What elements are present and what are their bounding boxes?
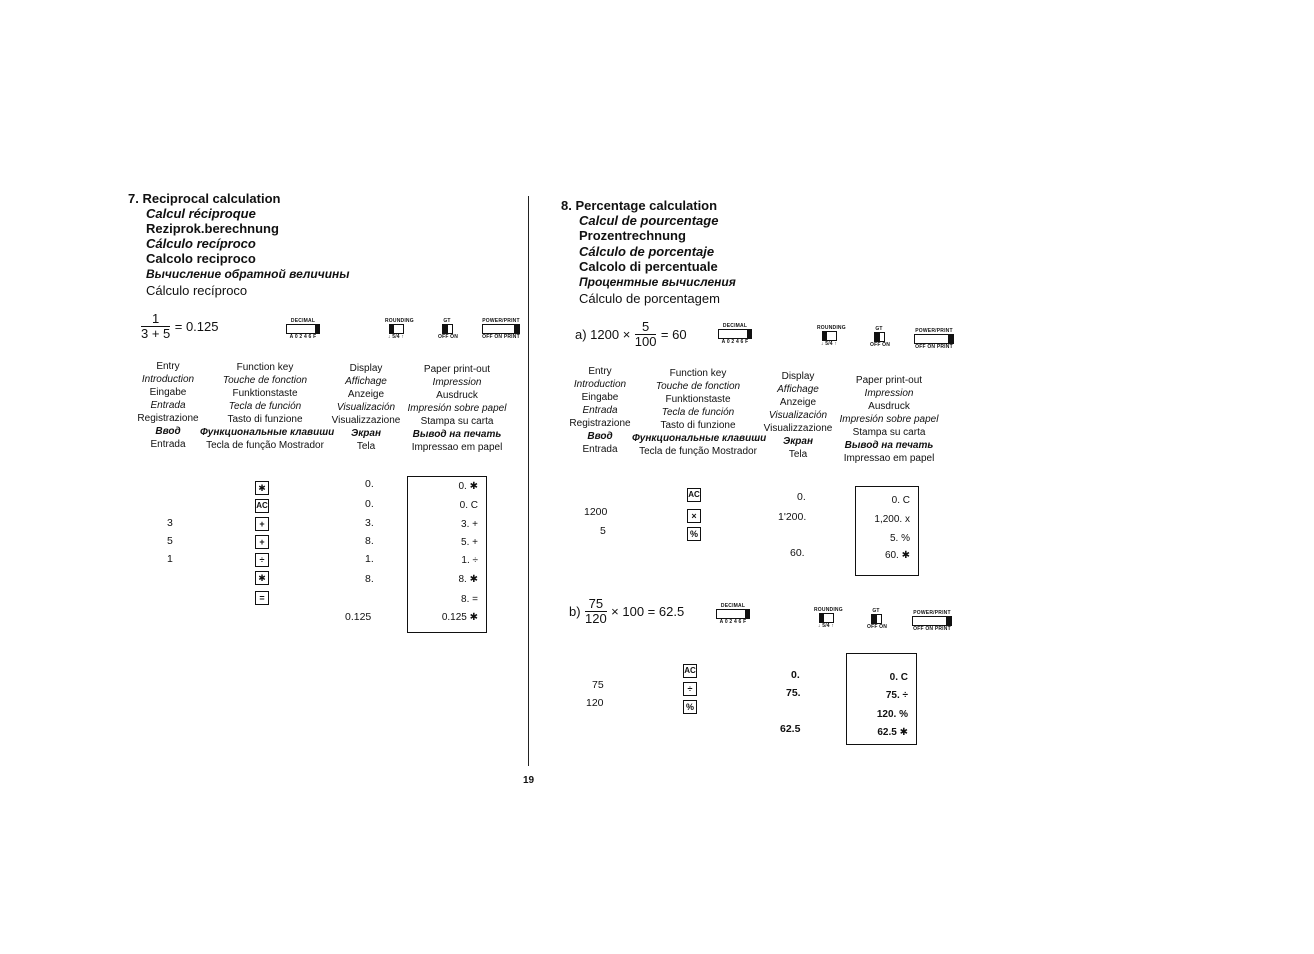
all-clear-key-icon: AC <box>683 664 697 678</box>
percent-key-icon: % <box>687 527 701 541</box>
paper-printout <box>846 653 917 745</box>
gt-switch-icon <box>867 608 888 630</box>
hdr-es: Visualización <box>768 410 828 421</box>
formula-numerator: 1 <box>141 312 170 327</box>
display-value: 8. <box>365 535 374 547</box>
hdr-en: Paper print-out <box>423 364 491 375</box>
hdr-de: Eingabe <box>581 392 619 403</box>
display-value: 0. <box>791 669 800 681</box>
hdr-de: Funktionstaste <box>665 394 731 405</box>
hdr-it: Visualizzazione <box>763 423 833 434</box>
rounding-label: ROUNDING <box>385 318 414 324</box>
display-value: 60. <box>790 547 805 559</box>
paper-line: 0. C <box>459 500 478 511</box>
gt-label: GT <box>875 326 883 332</box>
sec8-col-display <box>758 370 838 461</box>
rounding-switch-icon <box>385 318 414 340</box>
formula-a-numerator: 5 <box>635 320 657 335</box>
formula-a-prefix: a) 1200 × <box>575 327 631 342</box>
hdr-pt: Impressao em papel <box>411 442 503 453</box>
divide-key-icon: ÷ <box>683 682 697 696</box>
hdr-en: Function key <box>669 368 727 379</box>
paper-line: 0. C <box>889 672 908 683</box>
multiply-key-icon: × <box>687 509 701 523</box>
rounding-switch-icon <box>817 325 846 347</box>
rounding-switch-icon <box>814 607 843 629</box>
sec8-title-fr: Calcul de pourcentage <box>579 213 719 228</box>
sec8-title-pt: Cálculo de porcentagem <box>579 291 720 306</box>
power-switch-icon <box>914 328 954 350</box>
decimal-label: DECIMAL <box>722 323 748 329</box>
sec8-col-entry <box>560 365 640 456</box>
rounding-label: ROUNDING <box>814 607 843 613</box>
sec8-title-de: Prozentrechnung <box>579 228 686 243</box>
power-label: POWER/PRINT <box>482 318 520 324</box>
hdr-it: Visualizzazione <box>331 415 401 426</box>
hdr-en: Function key <box>236 362 294 373</box>
hdr-it: Stampa su carta <box>420 416 494 427</box>
hdr-de: Anzeige <box>779 397 817 408</box>
sec7-col-entry <box>128 360 208 451</box>
hdr-ru: Вывод на печать <box>412 429 502 440</box>
hdr-es: Entrada <box>582 405 618 416</box>
formula-b-result: × 100 = 62.5 <box>611 604 685 619</box>
power-scale: OFF ON PRINT <box>913 626 951 632</box>
hdr-en: Display <box>781 371 815 382</box>
hdr-fr: Impression <box>432 377 482 388</box>
hdr-pt: Impressao em papel <box>843 453 935 464</box>
multiply-key-icon: ✱ <box>255 571 269 585</box>
hdr-it: Stampa su carta <box>852 427 926 438</box>
hdr-ru: Экран <box>351 428 381 439</box>
rounding-scale: ↓ 5/4 ↑ <box>820 341 838 347</box>
divide-key-icon: ÷ <box>255 553 269 567</box>
gt-label: GT <box>443 318 451 324</box>
sec7-col-function <box>200 361 335 452</box>
paper-line: 120. % <box>876 709 908 720</box>
hdr-de: Eingabe <box>149 387 187 398</box>
hdr-fr: Affichage <box>345 376 387 387</box>
paper-line: 0. ✱ <box>458 481 478 492</box>
hdr-fr: Affichage <box>777 384 819 395</box>
hdr-it: Registrazione <box>137 413 199 424</box>
sec7-title-it: Calcolo reciproco <box>146 251 256 266</box>
rounding-label: ROUNDING <box>817 325 846 331</box>
hdr-pt: Tecla de função Mostrador <box>206 440 324 451</box>
hdr-fr: Impression <box>864 388 914 399</box>
sec8-col-paper <box>834 374 944 465</box>
percent-key-icon: % <box>683 700 697 714</box>
paper-line: 5. + <box>461 537 478 548</box>
gt-scale: OFF ON <box>867 624 888 630</box>
sec7-formula <box>141 312 218 341</box>
hdr-ru: Функциональные клавиши <box>200 427 335 438</box>
paper-line: 1. ÷ <box>461 555 478 566</box>
hdr-en: Entry <box>156 361 180 372</box>
paper-line: 8. = <box>461 594 478 605</box>
hdr-en: Display <box>349 363 383 374</box>
decimal-switch-icon <box>716 603 750 625</box>
hdr-ru: Ввод <box>155 426 181 437</box>
sec7-title-en: 7. Reciprocal calculation <box>128 191 281 206</box>
hdr-es: Tecla de función <box>661 407 735 418</box>
decimal-switch-icon <box>286 318 320 340</box>
power-scale: OFF ON PRINT <box>915 344 953 350</box>
entry-value: 75 <box>592 679 604 691</box>
formula-a-result: = 60 <box>660 327 687 342</box>
gt-scale: OFF ON <box>870 342 891 348</box>
paper-printout <box>855 486 919 576</box>
power-switch-icon <box>482 318 520 340</box>
sec8-title-ru: Процентные вычисления <box>579 275 736 289</box>
hdr-es: Entrada <box>150 400 186 411</box>
display-value: 0.125 <box>345 611 372 623</box>
sec7-title-fr: Calcul réciproque <box>146 206 256 221</box>
paper-line: 60. ✱ <box>884 550 910 561</box>
all-clear-key-icon: AC <box>255 499 269 513</box>
multiply-key-icon: ✱ <box>255 481 269 495</box>
paper-line: 8. ✱ <box>458 574 478 585</box>
paper-line: 1,200. x <box>874 514 910 525</box>
hdr-it: Registrazione <box>569 418 631 429</box>
sec7-title-ru: Вычисление обратной величины <box>146 267 350 281</box>
display-value: 0. <box>365 478 374 490</box>
entry-value: 5 <box>600 525 606 537</box>
gt-scale: OFF ON <box>438 334 459 340</box>
hdr-de: Ausdruck <box>868 401 910 412</box>
sec7-col-display <box>326 362 406 453</box>
hdr-pt: Entrada <box>150 439 186 450</box>
paper-line: 0. C <box>891 495 910 506</box>
display-value: 0. <box>797 491 806 503</box>
sec8-title-en: 8. Percentage calculation <box>561 198 718 213</box>
hdr-ru: Вывод на печать <box>844 440 934 451</box>
entry-value: 1 <box>167 553 173 565</box>
entry-value: 1200 <box>584 506 608 518</box>
decimal-label: DECIMAL <box>290 318 316 324</box>
sec8-formula-a <box>575 320 687 349</box>
display-value: 1. <box>365 553 374 565</box>
sec7-col-paper <box>402 363 512 454</box>
equals-key-icon: = <box>255 591 269 605</box>
hdr-es: Impresión sobre papel <box>839 414 939 425</box>
entry-value: 3 <box>167 517 173 529</box>
page-number: 19 <box>523 775 535 786</box>
display-value: 0. <box>365 498 374 510</box>
rounding-scale: ↓ 5/4 ↑ <box>817 623 835 629</box>
entry-value: 120 <box>586 697 604 709</box>
rounding-scale: ↓ 5/4 ↑ <box>387 334 405 340</box>
hdr-it: Tasto di funzione <box>660 420 736 431</box>
hdr-pt: Tela <box>788 449 808 460</box>
entry-value: 5 <box>167 535 173 547</box>
hdr-fr: Introduction <box>573 379 627 390</box>
formula-b-prefix: b) <box>569 604 581 619</box>
hdr-fr: Touche de fonction <box>655 381 741 392</box>
formula-a-denominator: 100 <box>634 334 657 349</box>
paper-line: 75. ÷ <box>885 690 908 701</box>
power-scale: OFF ON PRINT <box>482 334 520 340</box>
hdr-en: Paper print-out <box>855 375 923 386</box>
paper-line: 62.5 ✱ <box>877 727 908 738</box>
hdr-fr: Introduction <box>141 374 195 385</box>
paper-line: 0.125 ✱ <box>441 612 478 623</box>
decimal-switch-icon <box>718 323 752 345</box>
hdr-ru: Функциональные клавиши <box>632 433 767 444</box>
all-clear-key-icon: AC <box>687 488 701 502</box>
display-value: 75. <box>786 687 801 699</box>
display-value: 1'200. <box>778 511 807 523</box>
sec7-title-de: Reziprok.berechnung <box>146 221 279 236</box>
hdr-pt: Entrada <box>582 444 618 455</box>
display-value: 62.5 <box>780 723 801 735</box>
decimal-scale: A 0 2 4 6 F <box>721 339 749 345</box>
plus-key-icon: + <box>255 517 269 531</box>
plus-key-icon: + <box>255 535 269 549</box>
sec7-title-es: Cálculo recíproco <box>146 236 256 251</box>
paper-line: 5. % <box>889 533 910 544</box>
display-value: 8. <box>365 573 374 585</box>
gt-label: GT <box>872 608 880 614</box>
hdr-pt: Tela <box>356 441 376 452</box>
sec7-title-pt: Cálculo recíproco <box>146 283 248 298</box>
hdr-de: Anzeige <box>347 389 385 400</box>
power-switch-icon <box>912 610 952 632</box>
formula-denominator: 3 + 5 <box>141 326 171 341</box>
hdr-es: Visualización <box>336 402 396 413</box>
formula-b-numerator: 75 <box>585 597 607 612</box>
hdr-es: Tecla de función <box>228 401 302 412</box>
column-divider <box>528 196 529 766</box>
sec8-title-it: Calcolo di percentuale <box>579 259 718 274</box>
hdr-en: Entry <box>588 366 612 377</box>
power-label: POWER/PRINT <box>915 328 953 334</box>
paper-printout <box>407 476 487 633</box>
hdr-ru: Экран <box>783 436 813 447</box>
hdr-de: Ausdruck <box>436 390 478 401</box>
power-label: POWER/PRINT <box>913 610 951 616</box>
hdr-de: Funktionstaste <box>232 388 298 399</box>
formula-b-denominator: 120 <box>585 611 607 626</box>
decimal-label: DECIMAL <box>720 603 746 609</box>
hdr-pt: Tecla de função Mostrador <box>639 446 757 457</box>
gt-switch-icon <box>870 326 891 348</box>
hdr-fr: Touche de fonction <box>222 375 308 386</box>
paper-line: 3. + <box>461 519 478 530</box>
decimal-scale: A 0 2 4 6 F <box>719 619 747 625</box>
decimal-scale: A 0 2 4 6 F <box>289 334 317 340</box>
hdr-ru: Ввод <box>587 431 613 442</box>
sec8-col-function <box>632 367 767 458</box>
sec8-formula-b <box>569 597 684 626</box>
formula-result: = 0.125 <box>174 319 219 334</box>
hdr-es: Impresión sobre papel <box>407 403 507 414</box>
display-value: 3. <box>365 517 374 529</box>
gt-switch-icon <box>438 318 459 340</box>
hdr-it: Tasto di funzione <box>227 414 303 425</box>
sec8-title-es: Cálculo de porcentaje <box>579 244 715 259</box>
